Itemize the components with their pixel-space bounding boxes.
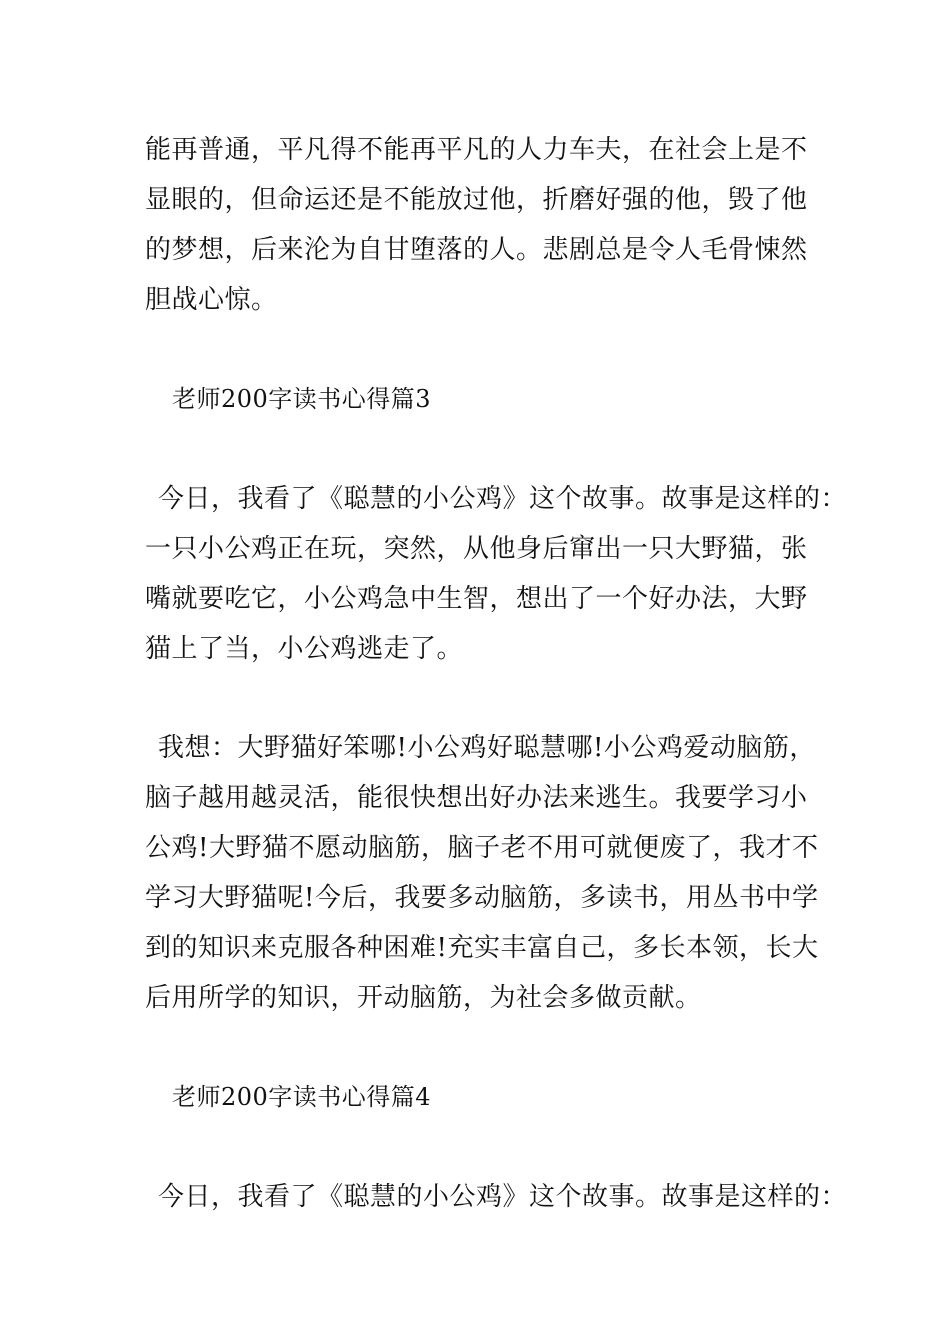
paragraph-3-line-3: 公鸡!大野猫不愿动脑筋，脑子老不用可就便废了，我才不 — [145, 833, 819, 863]
paragraph-2-line-3: 嘴就要吃它，小公鸡急中生智，想出了一个好办法，大野 — [145, 584, 808, 614]
paragraph-3-line-5: 到的知识来克服各种困难!充实丰富自己，多长本领，长大 — [145, 933, 819, 963]
paragraph-3-line-4: 学习大野猫呢!今后，我要多动脑筋，多读书，用丛书中学 — [145, 883, 819, 913]
paragraph-1-line-3: 的梦想，后来沦为自甘堕落的人。悲剧总是令人毛骨悚然 — [145, 235, 808, 265]
paragraph-3-line-1: 我想：大野猫好笨哪!小公鸡好聪慧哪!小公鸡爱动脑筋， — [158, 733, 816, 763]
paragraph-3-line-2: 脑子越用越灵活，能很快想出好办法来逃生。我要学习小 — [145, 783, 808, 813]
paragraph-1-line-4: 胆战心惊。 — [145, 285, 278, 315]
paragraph-1-line-2: 显眼的，但命运还是不能放过他，折磨好强的他，毁了他 — [145, 185, 808, 215]
paragraph-2-line-1: 今日，我看了《聪慧的小公鸡》这个故事。故事是这样的： — [158, 484, 848, 514]
paragraph-2-line-4: 猫上了当，小公鸡逃走了。 — [145, 634, 464, 664]
paragraph-3-line-6: 后用所学的知识，开动脑筋，为社会多做贡献。 — [145, 983, 702, 1013]
paragraph-2-line-2: 一只小公鸡正在玩，突然，从他身后窜出一只大野猫，张 — [145, 534, 808, 564]
paragraph-4-line-1: 今日，我看了《聪慧的小公鸡》这个故事。故事是这样的： — [158, 1182, 848, 1212]
paragraph-1-line-1: 能再普通，平凡得不能再平凡的人力车夫，在社会上是不 — [145, 135, 808, 165]
section-heading-3: 老师200字读书心得篇3 — [172, 385, 432, 413]
section-heading-4: 老师200字读书心得篇4 — [172, 1083, 432, 1111]
